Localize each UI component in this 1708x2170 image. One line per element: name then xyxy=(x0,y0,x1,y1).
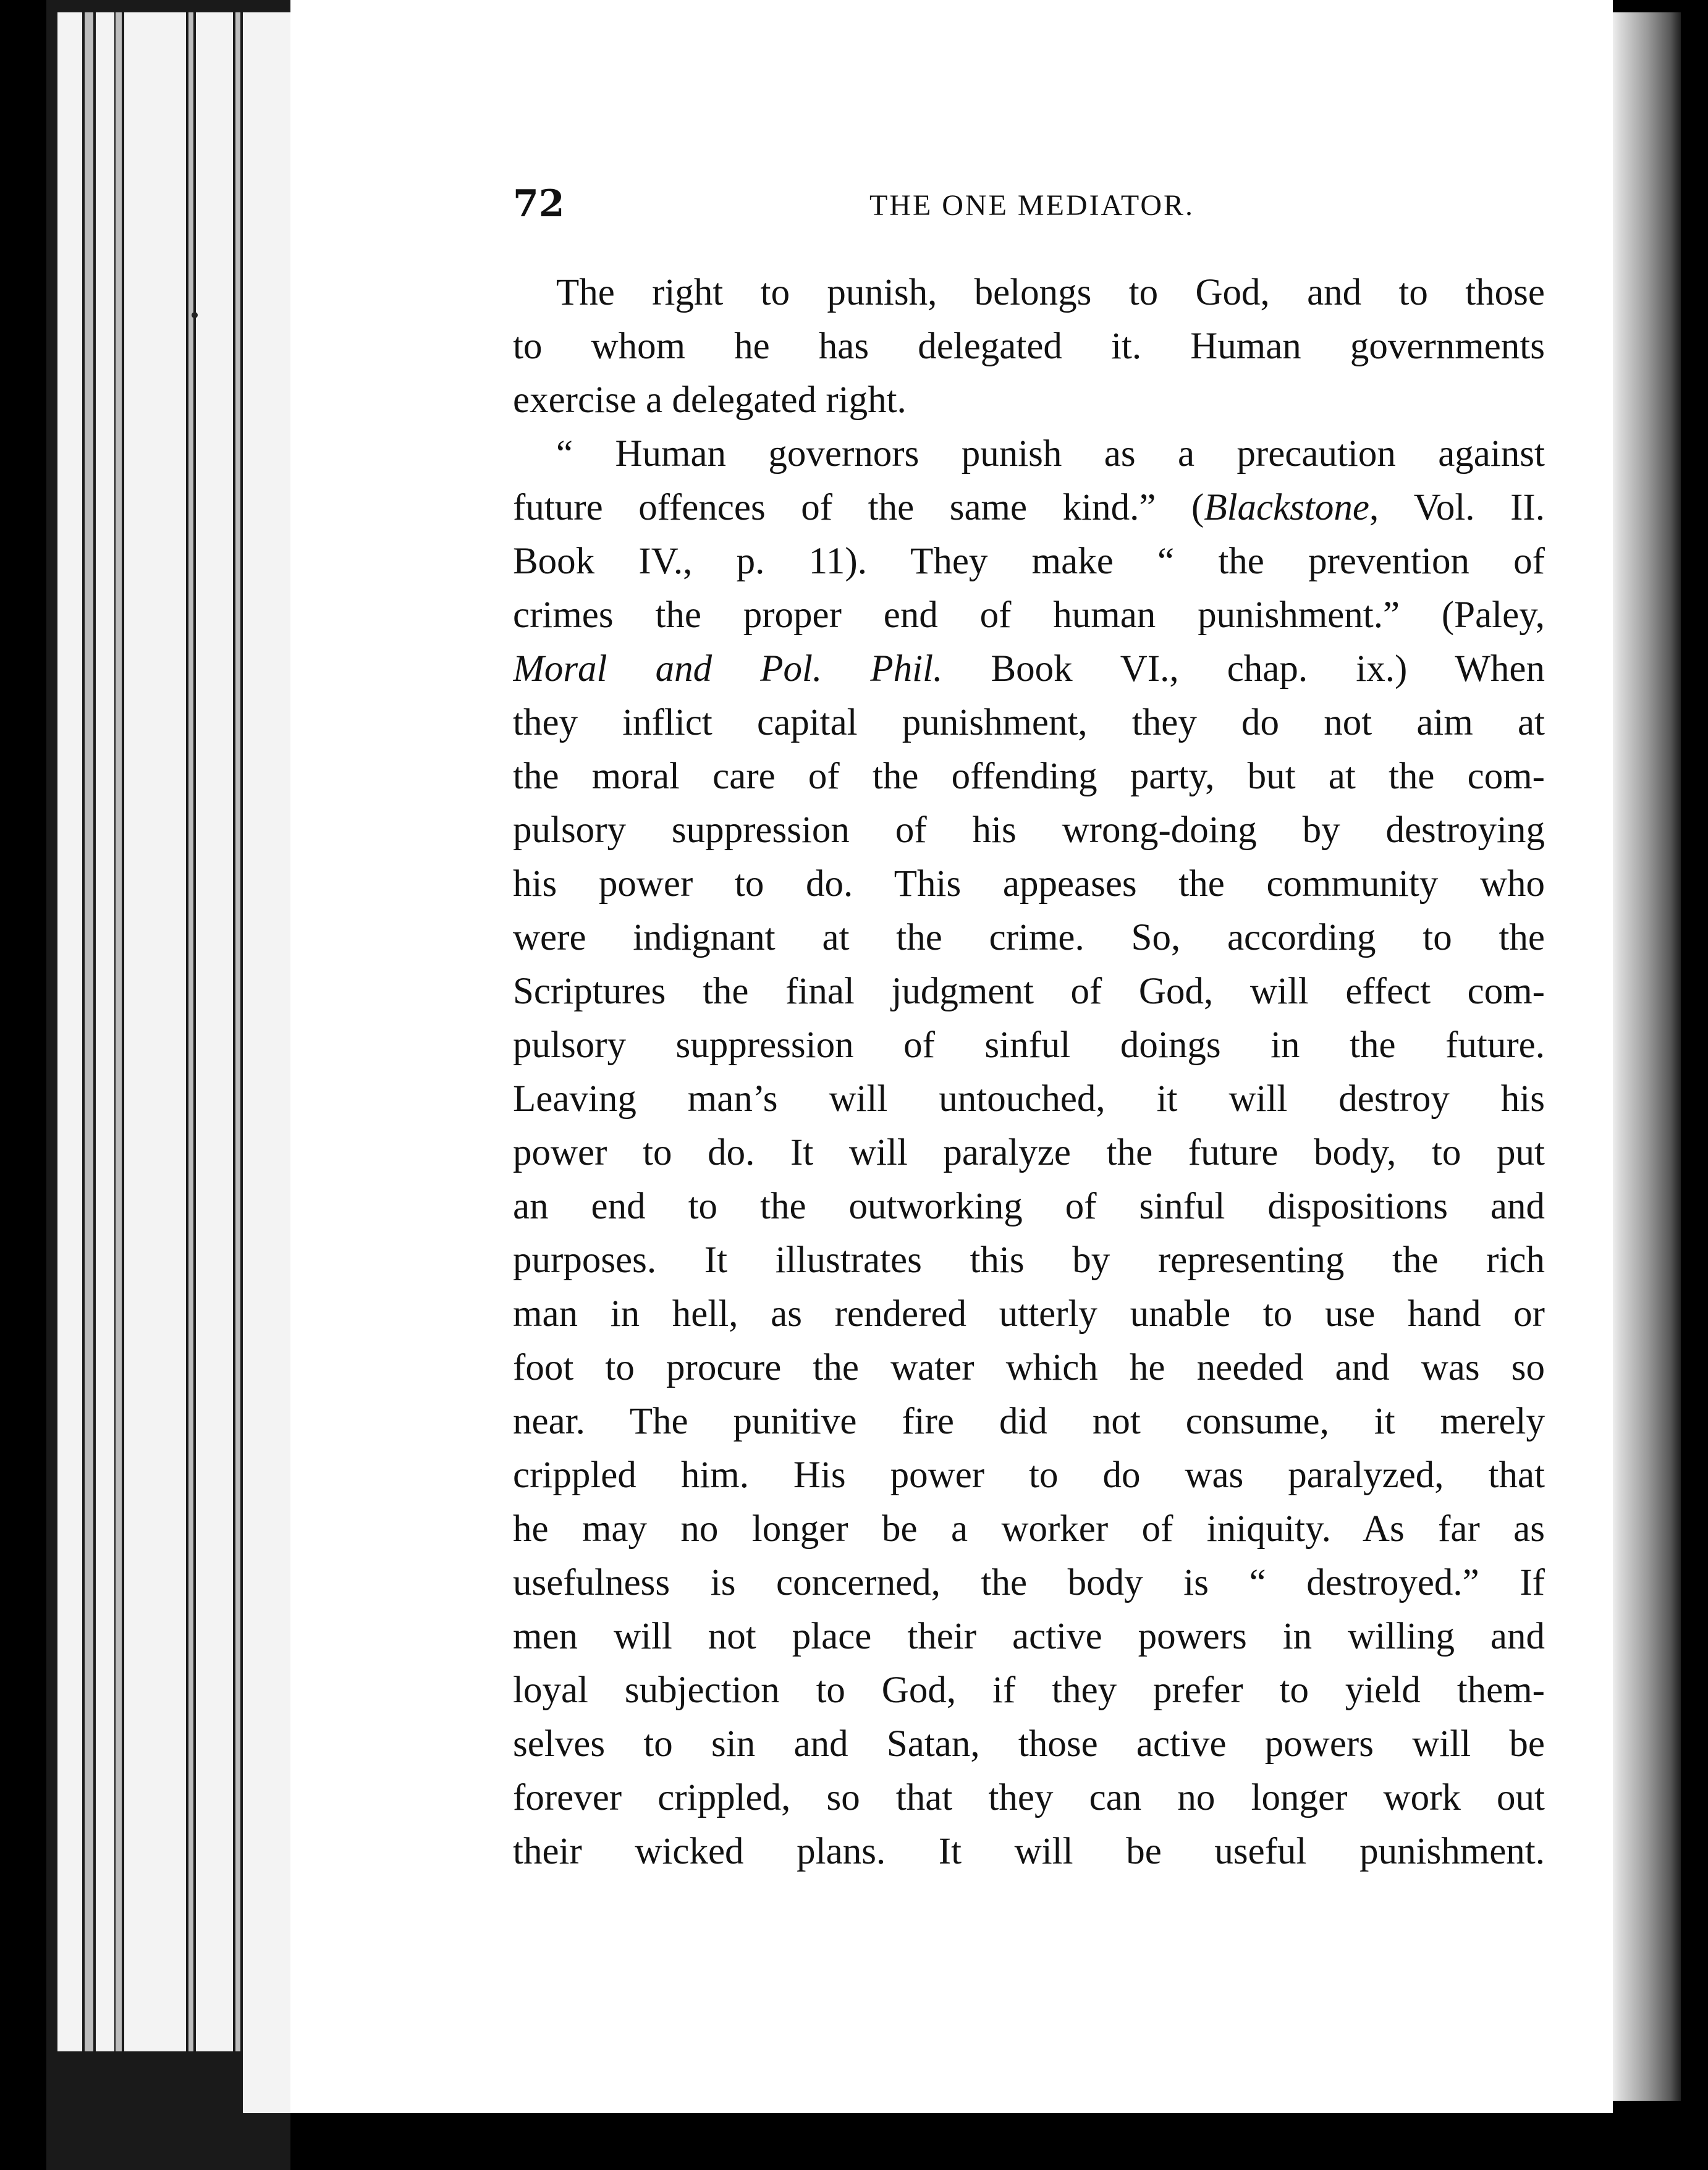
text-line: men will not place their active powers in willing and xyxy=(513,1616,1545,1657)
ink-speck xyxy=(192,312,198,318)
text-line: Scriptures the final judgment of God, will effect com- xyxy=(513,971,1545,1012)
text-line: pulsory suppression of his wrong-doing by destroying xyxy=(513,809,1545,851)
text-line: exercise a delegated right. xyxy=(513,379,907,421)
text-line: man in hell, as rendered utterly unable to use hand or xyxy=(513,1293,1545,1335)
page-edge xyxy=(116,12,122,2051)
text-line: an end to the outworking of sinful dispositions and xyxy=(513,1186,1545,1227)
book-page xyxy=(290,0,1613,2113)
text-line: crippled him. His power to do was paralyzed, that xyxy=(513,1454,1545,1496)
page-edge xyxy=(196,12,233,2051)
page-edge xyxy=(188,12,193,2051)
text-line: his power to do. This appeases the community who xyxy=(513,863,1545,905)
text-line: “ Human governors punish as a precaution against xyxy=(556,433,1545,475)
text-line: to whom he has delegated it. Human governments xyxy=(513,326,1545,367)
text-line: loyal subjection to God, if they prefer to yield them- xyxy=(513,1670,1545,1711)
text-line: Moral and Pol. Phil. Book VI., chap. ix.) When xyxy=(513,648,1545,690)
text-line: future offences of the same kind.” (Blackstone, Vol. II. xyxy=(513,487,1545,528)
page-gutter-shadow xyxy=(1607,12,1681,2101)
text-line: they inflict capital punishment, they do not aim at xyxy=(513,702,1545,743)
text-line: the moral care of the offending party, but at the com- xyxy=(513,756,1545,797)
text-line: Book IV., p. 11). They make “ the prevention of xyxy=(513,541,1545,582)
text-line: near. The punitive fire did not consume, it merely xyxy=(513,1401,1545,1442)
text-line: The right to punish, belongs to God, and to those xyxy=(556,272,1545,313)
book-page-edges xyxy=(46,0,290,2170)
text-line: selves to sin and Satan, those active powers will be xyxy=(513,1723,1545,1765)
text-line: forever crippled, so that they can no longer work out xyxy=(513,1777,1545,1818)
page-edge xyxy=(235,12,240,2051)
page-edge xyxy=(124,12,186,2051)
running-head: THE ONE MEDIATOR. xyxy=(869,189,1195,222)
text-line: he may no longer be a worker of iniquity. As far as xyxy=(513,1508,1545,1550)
page-edge xyxy=(85,12,93,2051)
text-line: pulsory suppression of sinful doings in the future. xyxy=(513,1024,1545,1066)
page-edge xyxy=(243,12,290,2113)
page-number: 72 xyxy=(513,182,565,226)
page-edge xyxy=(96,12,114,2051)
text-line: usefulness is concerned, the body is “ destroyed.” If xyxy=(513,1562,1545,1603)
body-text xyxy=(513,266,1545,1878)
page-header xyxy=(513,179,1551,229)
text-line: foot to procure the water which he needed and was so xyxy=(513,1347,1545,1388)
page-edge xyxy=(57,12,82,2051)
text-line: power to do. It will paralyze the future body, to put xyxy=(513,1132,1545,1173)
text-line: their wicked plans. It will be useful punishment. xyxy=(513,1831,1545,1872)
text-line: Leaving man’s will untouched, it will destroy his xyxy=(513,1078,1545,1120)
text-line: were indignant at the crime. So, according to the xyxy=(513,917,1545,958)
text-line: purposes. It illustrates this by representing the rich xyxy=(513,1239,1545,1281)
text-line: crimes the proper end of human punishment.” (Paley, xyxy=(513,594,1545,636)
